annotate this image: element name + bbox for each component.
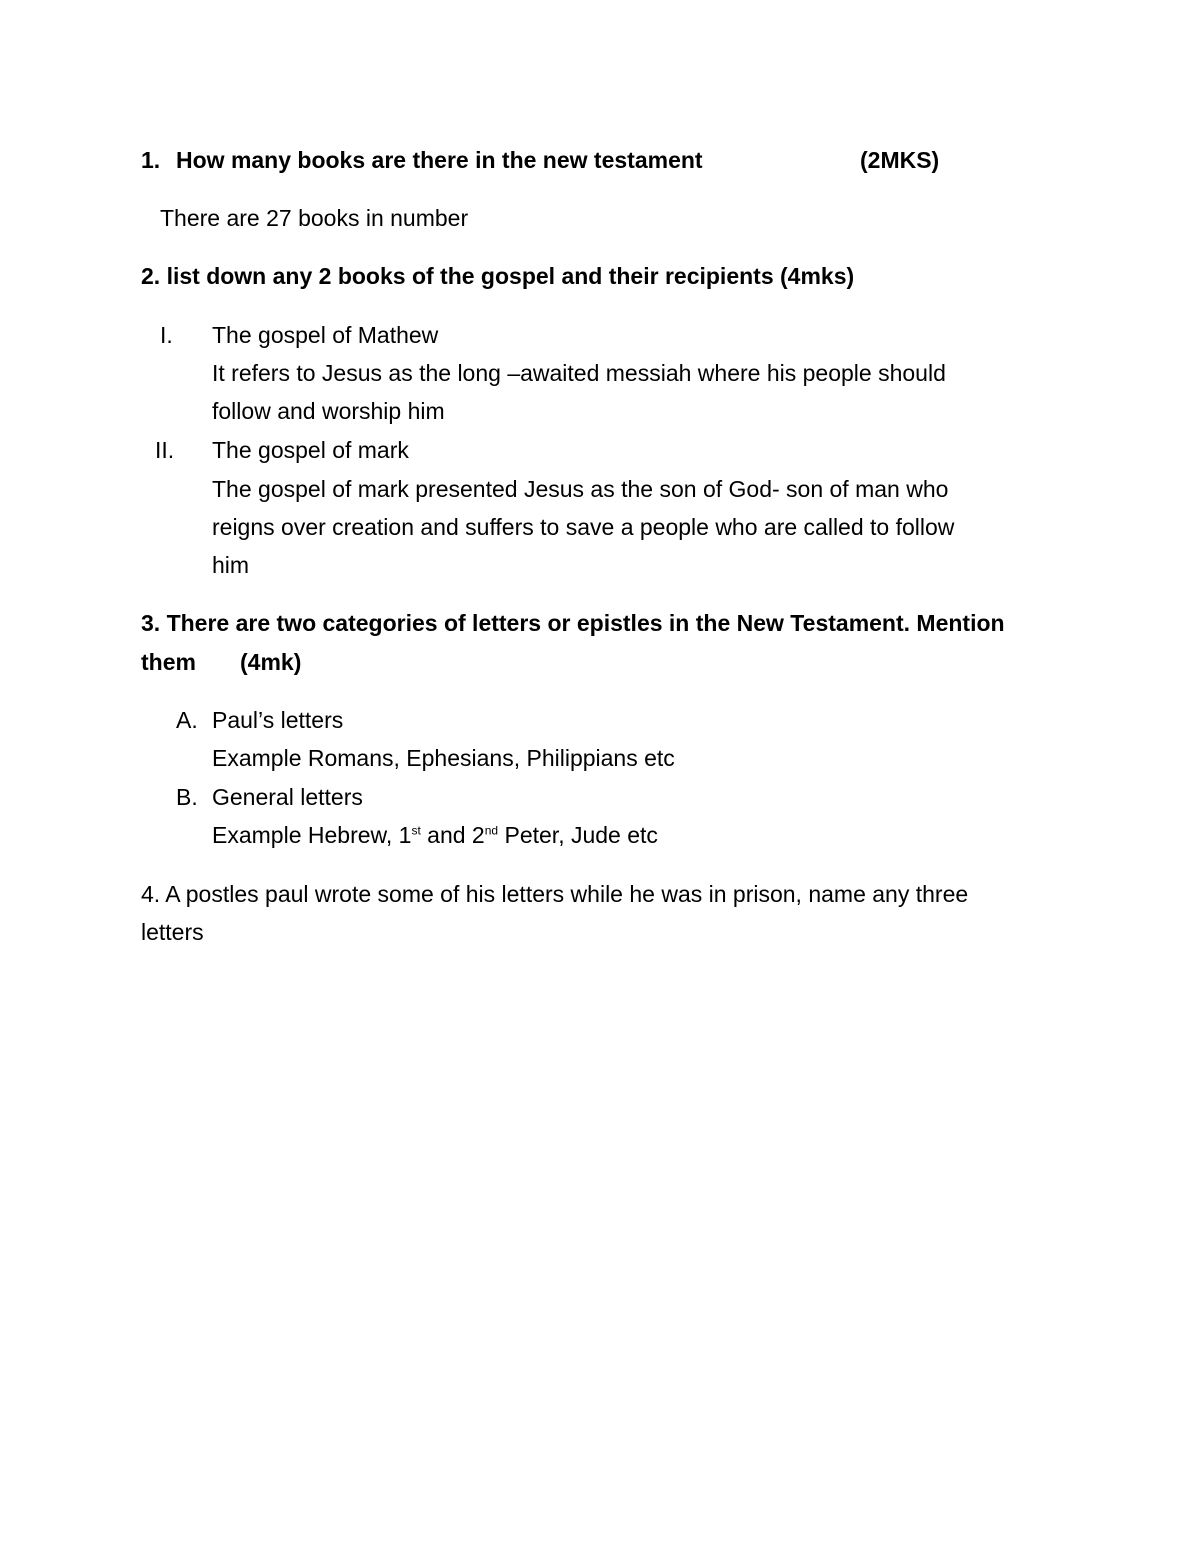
q4-question-line2: letters	[141, 919, 204, 945]
q3-item-b-superscript-nd: nd	[484, 823, 499, 838]
q3-item-a-marker: A.	[176, 707, 198, 733]
q2-item1-line2: follow and worship him	[212, 398, 445, 424]
q2-item2-line3: him	[212, 552, 250, 578]
q3-item-b-marker: B.	[176, 784, 198, 810]
q3-item-b-example-part-a: Example Hebrew, 1	[212, 822, 412, 848]
q4-question-line1: 4. A postles paul wrote some of his letters while he was in prison, name any three	[141, 881, 969, 907]
q2-question: 2. list down any 2 books of the gospel and their recipients (4mks)	[141, 263, 855, 289]
q3-question-line1: 3. There are two categories of letters or epistles in the New Testament. Mention	[141, 610, 1005, 636]
q2-item1-marker: I.	[160, 322, 173, 348]
q1-question: How many books are there in the new testament	[176, 147, 703, 173]
q2-item2-marker: II.	[155, 437, 175, 463]
q2-item1-title: The gospel of Mathew	[212, 322, 439, 348]
q3-item-b-superscript-st: st	[411, 823, 421, 838]
q3-item-b-example-part-b: and 2	[420, 822, 485, 848]
q1-number: 1.	[141, 147, 161, 173]
q2-item1-line1: It refers to Jesus as the long –awaited messiah where his people should	[212, 360, 946, 386]
q2-item2-line2: reigns over creation and suffers to save a people who are called to follow	[212, 514, 955, 540]
q3-item-b-title: General letters	[212, 784, 363, 810]
q3-item-a-title: Paul’s letters	[212, 707, 344, 733]
q3-item-b-example	[212, 820, 658, 850]
q3-marks: (4mk)	[240, 649, 302, 675]
q2-item2-line1: The gospel of mark presented Jesus as the son of God- son of man who	[212, 476, 949, 502]
q2-item2-title: The gospel of mark	[212, 437, 409, 463]
q3-item-b-example-part-c: Peter, Jude etc	[498, 822, 658, 848]
q1-answer: There are 27 books in number	[160, 205, 469, 231]
q3-question-word: them	[141, 649, 196, 675]
q1-marks: (2MKS)	[860, 147, 940, 173]
q3-item-a-example: Example Romans, Ephesians, Philippians etc	[212, 745, 675, 771]
